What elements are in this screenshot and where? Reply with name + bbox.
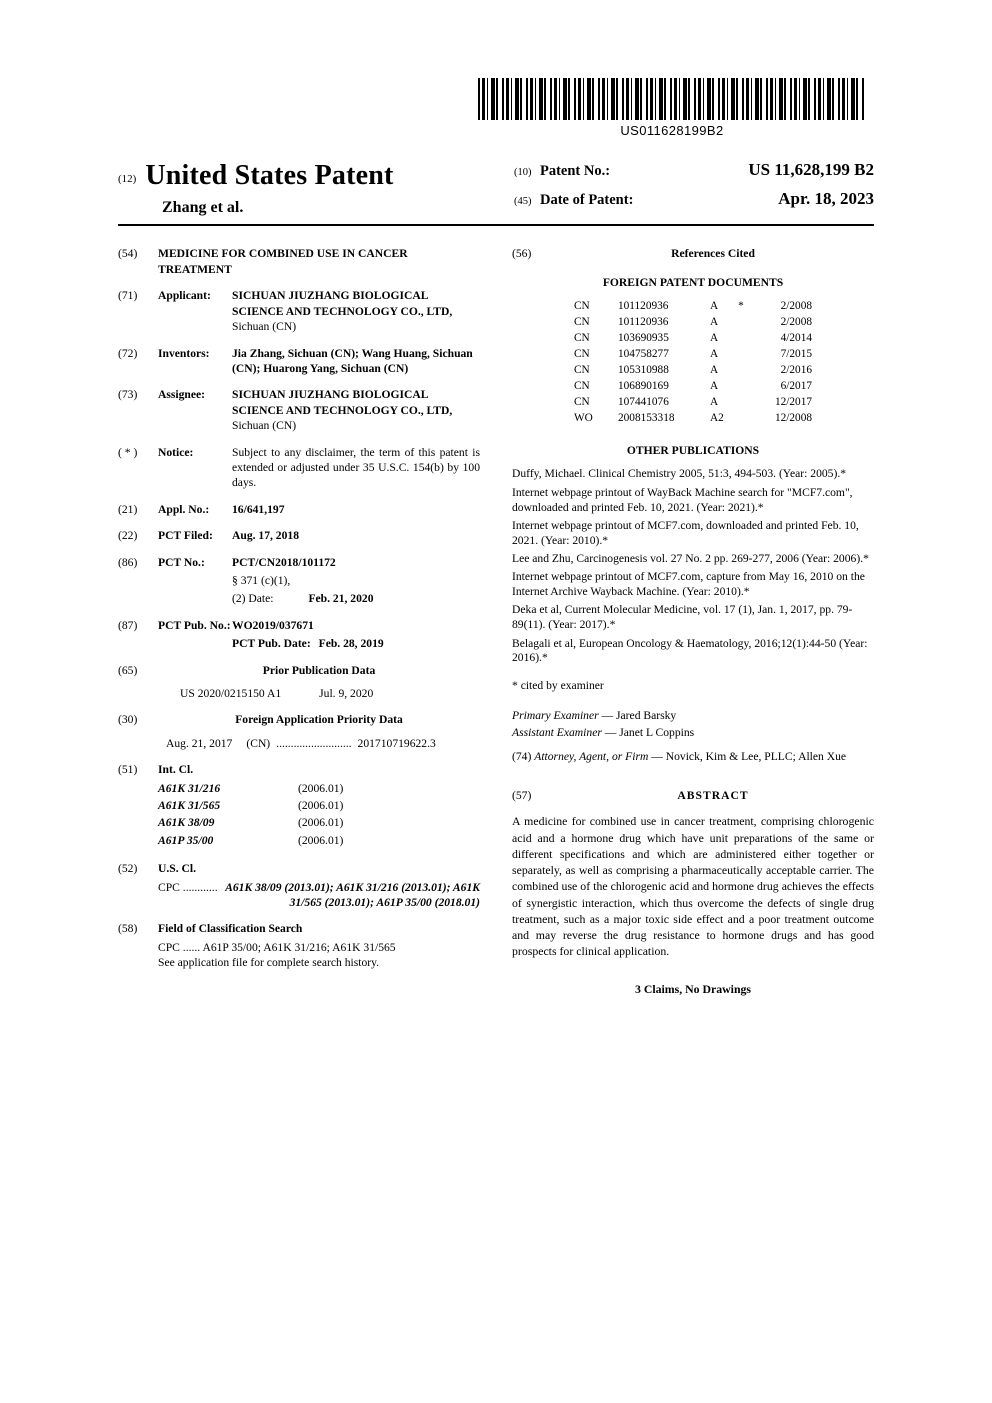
ref-number-3: 104758277 <box>618 348 669 361</box>
table-row <box>574 379 812 395</box>
int-cl-row <box>158 781 480 796</box>
ref-star-6 <box>732 395 750 411</box>
other-publication-item: Deka et al, Current Molecular Medicine, vol. 17 (1), Jan. 1, 2017, pp. 79-89(11). (Year: 2017).* <box>512 603 853 632</box>
field-inventors-code: (72) <box>118 346 138 360</box>
assistant-examiner-label: Assistant Examiner <box>512 726 602 740</box>
int-cl-code-0: A61K 31/216 <box>158 781 221 795</box>
ref-kind-3: A <box>710 348 719 361</box>
applicant-org: SICHUAN JIUZHANG BIOLOGICAL SCIENCE AND TECHNOLOGY CO., LTD, <box>232 289 453 318</box>
ref-kind-0: A <box>710 300 719 313</box>
int-cl-label: Int. Cl. <box>158 763 194 777</box>
attorney-code: (74) <box>512 749 532 763</box>
field-search <box>118 921 480 970</box>
field-us-cl-code: (52) <box>118 862 138 876</box>
int-cl-row <box>158 815 480 830</box>
pct-filed-value: Aug. 17, 2018 <box>232 529 299 543</box>
us-cl-label: U.S. Cl. <box>158 862 197 876</box>
search-label: Field of Classification Search <box>158 922 303 936</box>
patent-date-code: (45) <box>514 196 532 207</box>
ref-date-5: 6/2017 <box>780 380 812 393</box>
patent-date-row <box>514 189 874 209</box>
us-cl-value-row <box>158 880 480 911</box>
int-cl-version-0: (2006.01) <box>298 781 344 795</box>
ref-country-1: CN <box>574 316 590 329</box>
us-cl-block <box>158 861 480 910</box>
field-prior-pub-code: (65) <box>118 663 138 677</box>
patent-number-code: (10) <box>514 167 532 178</box>
pct-371-date-row <box>232 591 480 606</box>
us-cl-value: A61K 38/09 (2013.01); A61K 31/216 (2013.01); A61K 31/565 (2013.01); A61P 35/00 (2018.01) <box>225 880 480 910</box>
notice-value: Subject to any disclaimer, the term of this patent is extended or adjusted under 35 U.S.C. 154(b) by 100 days. <box>232 445 480 490</box>
foreign-docs-title: FOREIGN PATENT DOCUMENTS <box>602 276 784 290</box>
ref-number-4: 105310988 <box>618 364 669 377</box>
field-title <box>118 246 480 277</box>
ref-number-2: 103690935 <box>618 332 669 345</box>
field-applicant-code: (71) <box>118 289 138 303</box>
table-row <box>574 363 812 379</box>
field-pct-pub-label: PCT Pub. No.: <box>158 618 231 632</box>
inventor-short-name: Zhang et al. <box>162 199 244 216</box>
ref-date-7: 12/2008 <box>774 412 812 425</box>
field-foreign-priority-code: (30) <box>118 713 138 727</box>
right-column <box>512 246 874 997</box>
header-right <box>514 160 874 218</box>
patent-number-value: US 11,628,199 B2 <box>748 160 874 179</box>
ref-star-0: * <box>738 300 744 313</box>
ref-date-1: 2/2008 <box>780 316 812 329</box>
field-us-cl <box>118 861 480 910</box>
abstract-body: A medicine for combined use in cancer treatment, comprising chlorogenic acid and a hormone drug which have unit preparations of the same or different specifications and which are administered either together or separately, as well as comprising a pharmaceutically acceptable carrier. The combined use of the chlorogenic acid and hormone drug achieves the effects of synergistic interaction, which thus overcome the defects of single drug treatment, such as a major toxic side effect and a poor treatment outcome and may reverse the drug resistance to hormone drugs and has good prospects for clinical application. <box>512 814 874 959</box>
table-row <box>574 299 812 315</box>
ref-kind-4: A <box>710 364 719 377</box>
attorney-row <box>512 749 874 764</box>
pct-pub-date-row <box>232 636 480 651</box>
assistant-examiner-value: — Janet L Coppins <box>604 726 695 740</box>
ref-number-0: 101120936 <box>618 300 669 313</box>
field-appl-no-code: (21) <box>118 502 138 516</box>
field-applicant-label: Applicant: <box>158 289 211 303</box>
field-appl-no-label: Appl. No.: <box>158 502 210 516</box>
field-int-cl <box>118 762 480 850</box>
other-publications-title: OTHER PUBLICATIONS <box>626 443 760 457</box>
field-title-code: (54) <box>118 247 138 260</box>
attorney-label: Attorney, Agent, or Firm <box>534 749 649 763</box>
field-int-cl-code: (51) <box>118 763 138 777</box>
field-pct-no-label: PCT No.: <box>158 555 205 569</box>
field-notice-label: Notice: <box>158 445 194 459</box>
ref-country-2: CN <box>574 332 590 345</box>
pct-no-value: PCT/CN2018/101172 <box>232 555 336 569</box>
other-publications-list <box>512 467 874 666</box>
ref-star-1 <box>732 315 750 331</box>
field-pct-pub <box>118 618 480 652</box>
field-inventors-label: Inventors: <box>158 346 210 360</box>
doc-kind-code: (12) <box>118 173 137 185</box>
foreign-priority-block <box>158 712 480 751</box>
int-cl-code-3: A61P 35/00 <box>158 833 214 847</box>
field-search-code: (58) <box>118 922 138 936</box>
foreign-patent-documents-table <box>574 299 812 427</box>
prior-pub-row <box>158 686 480 701</box>
int-cl-row <box>158 833 480 848</box>
table-row <box>574 411 812 427</box>
ref-country-3: CN <box>574 348 590 361</box>
ref-country-5: CN <box>574 380 590 393</box>
ref-date-0: 2/2008 <box>780 300 812 313</box>
foreign-priority-title: Foreign Application Priority Data <box>235 713 403 727</box>
int-cl-row <box>158 798 480 813</box>
other-publication-item: Duffy, Michael. Clinical Chemistry 2005, 51:3, 494-503. (Year: 2005).* <box>512 467 847 481</box>
ref-number-1: 101120936 <box>618 316 669 329</box>
references-cited-code: (56) <box>512 247 532 260</box>
field-appl-no <box>118 502 480 517</box>
int-cl-version-2: (2006.01) <box>298 816 344 830</box>
field-prior-pub <box>118 663 480 702</box>
int-cl-version-1: (2006.01) <box>298 799 344 813</box>
ref-date-2: 4/2014 <box>780 332 812 345</box>
prior-pub-block <box>158 663 480 702</box>
barcode-number: US011628199B2 <box>620 123 724 138</box>
other-publication-item: Internet webpage printout of MCF7.com, downloaded and printed Feb. 10, 2021. (Year: 2010).* <box>512 518 859 547</box>
invention-title: MEDICINE FOR COMBINED USE IN CANCER TREATMENT <box>158 247 408 276</box>
foreign-priority-date: Aug. 21, 2017 <box>166 736 233 750</box>
patent-number-row <box>514 160 874 180</box>
int-cl-block <box>158 762 480 850</box>
table-row <box>574 331 812 347</box>
header-divider <box>118 224 874 226</box>
page-title: United States Patent <box>145 160 394 191</box>
pct-371-line: § 371 (c)(1), <box>232 573 291 587</box>
pct-371-date-value: Feb. 21, 2020 <box>308 592 374 606</box>
table-row <box>574 347 812 363</box>
foreign-priority-country: (CN) <box>246 736 271 750</box>
field-inventors <box>118 346 480 377</box>
us-cl-cpc-prefix: CPC ............ <box>158 880 218 894</box>
other-publication-item: Belagali et al, European Oncology & Haematology, 2016;12(1):44-50 (Year: 2016).* <box>512 636 868 665</box>
field-assignee-code: (73) <box>118 388 138 402</box>
field-pct-filed <box>118 528 480 543</box>
search-cpc-line: CPC ...... A61P 35/00; A61K 31/216; A61K 31/565 <box>158 940 396 954</box>
field-foreign-priority <box>118 712 480 751</box>
ref-country-4: CN <box>574 364 590 377</box>
patent-header <box>118 160 874 226</box>
ref-date-4: 2/2016 <box>780 364 812 377</box>
table-row <box>574 395 812 411</box>
barcode-block <box>478 78 866 138</box>
ref-star-5 <box>732 379 750 395</box>
applicant-location: Sichuan (CN) <box>232 320 297 334</box>
ref-star-2 <box>732 331 750 347</box>
assignee-location: Sichuan (CN) <box>232 419 297 433</box>
references-cited-title: References Cited <box>671 247 755 260</box>
applicant-value <box>232 288 480 334</box>
ref-number-5: 106890169 <box>618 380 669 393</box>
ref-star-3 <box>732 347 750 363</box>
field-pct-filed-label: PCT Filed: <box>158 529 213 543</box>
pct-no-block <box>232 555 480 607</box>
int-cl-code-1: A61K 31/565 <box>158 799 221 813</box>
cited-by-examiner-note: * cited by examiner <box>512 679 604 693</box>
ref-date-3: 7/2015 <box>780 348 812 361</box>
ref-star-7 <box>732 411 750 427</box>
ref-kind-2: A <box>710 332 719 345</box>
field-assignee-label: Assignee: <box>158 388 206 402</box>
other-publication-item: Internet webpage printout of MCF7.com, capture from May 16, 2010 on the Internet Archive Wayback Machine. (Year: 2010).* <box>512 570 865 599</box>
other-publication-item: Internet webpage printout of WayBack Machine search for "MCF7.com", downloaded and printed Feb. 10, 2021. (Year: 2021).* <box>512 485 853 514</box>
search-note: See application file for complete search history. <box>158 956 380 970</box>
attorney-value: — Novick, Kim & Lee, PLLC; Allen Xue <box>651 749 847 763</box>
ref-number-6: 107441076 <box>618 396 669 409</box>
ref-date-6: 12/2017 <box>774 396 812 409</box>
abstract-title: ABSTRACT <box>677 788 749 802</box>
table-row <box>574 315 812 331</box>
pct-371-date-label: (2) Date: <box>232 592 274 606</box>
field-applicant <box>118 288 480 334</box>
ref-country-7: WO <box>574 412 593 425</box>
pct-pub-date-label: PCT Pub. Date: <box>232 637 311 651</box>
ref-kind-6: A <box>710 396 719 409</box>
field-pct-filed-code: (22) <box>118 529 138 543</box>
assignee-org: SICHUAN JIUZHANG BIOLOGICAL SCIENCE AND TECHNOLOGY CO., LTD, <box>232 388 453 417</box>
patent-date-label: Date of Patent: <box>540 192 634 208</box>
primary-examiner-label: Primary Examiner <box>512 708 599 722</box>
abstract-header <box>512 788 874 803</box>
field-notice <box>118 445 480 491</box>
ref-country-0: CN <box>574 300 590 313</box>
primary-examiner-value: — Jared Barsky <box>601 708 677 722</box>
appl-no-value: 16/641,197 <box>232 502 285 516</box>
assistant-examiner-row <box>512 725 874 740</box>
primary-examiner-row <box>512 708 874 723</box>
patent-date-value: Apr. 18, 2023 <box>778 189 874 208</box>
ref-star-4 <box>732 363 750 379</box>
inventors-value: Jia Zhang, Sichuan (CN); Wang Huang, Sichuan (CN); Huarong Yang, Sichuan (CN) <box>232 346 473 375</box>
field-assignee <box>118 387 480 433</box>
assignee-value <box>232 387 480 433</box>
ref-kind-7: A2 <box>710 412 724 425</box>
field-pct-no-code: (86) <box>118 555 138 569</box>
field-notice-code: ( * ) <box>118 445 138 459</box>
field-pct-pub-code: (87) <box>118 618 138 632</box>
int-cl-version-3: (2006.01) <box>298 833 344 847</box>
foreign-priority-number: 201710719622.3 <box>357 736 436 750</box>
prior-pub-number: US 2020/0215150 A1 <box>180 687 282 700</box>
claims-count-line: 3 Claims, No Drawings <box>634 981 751 996</box>
search-block <box>158 921 480 970</box>
int-cl-code-2: A61K 38/09 <box>158 816 215 830</box>
header-left <box>118 160 508 217</box>
other-publication-item: Lee and Zhu, Carcinogenesis vol. 27 No. 2 pp. 269-277, 2006 (Year: 2006).* <box>512 551 869 565</box>
ref-country-6: CN <box>574 396 590 409</box>
left-column <box>118 246 480 997</box>
ref-kind-1: A <box>710 316 719 329</box>
prior-pub-title: Prior Publication Data <box>262 663 376 677</box>
ref-kind-5: A <box>710 380 719 393</box>
bibliographic-columns <box>118 246 874 997</box>
field-references-cited <box>512 246 874 261</box>
patent-number-label: Patent No.: <box>540 163 611 179</box>
foreign-priority-row <box>158 736 480 751</box>
barcode-image <box>478 78 866 120</box>
abstract-code: (57) <box>512 788 532 802</box>
pct-pub-no-value: WO2019/037671 <box>232 618 314 632</box>
pct-pub-date-value: Feb. 28, 2019 <box>318 637 384 651</box>
prior-pub-date: Jul. 9, 2020 <box>319 687 374 700</box>
ref-number-7: 2008153318 <box>618 412 675 425</box>
pct-pub-block <box>232 618 480 652</box>
field-pct-no <box>118 555 480 607</box>
foreign-priority-dots: .......................... <box>276 736 352 750</box>
